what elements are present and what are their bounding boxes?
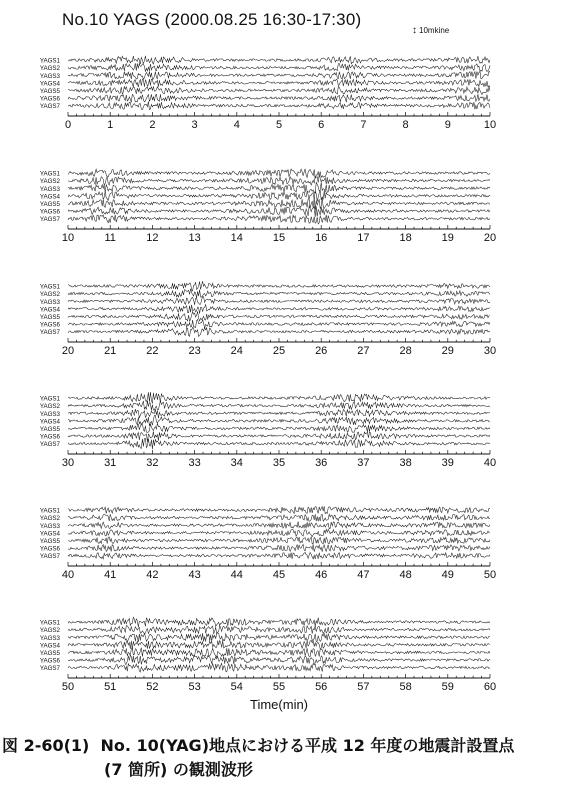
x-tick-label: 20 bbox=[61, 345, 75, 357]
channel-label: YAGS3 bbox=[39, 522, 60, 530]
x-tick-label: 57 bbox=[357, 681, 370, 693]
x-tick-label: 31 bbox=[104, 457, 117, 469]
waveform-trace bbox=[68, 401, 490, 411]
channel-label: YAGS4 bbox=[39, 530, 60, 538]
x-tick-label: 11 bbox=[104, 232, 116, 244]
waveform-trace bbox=[68, 94, 490, 102]
waveform-trace bbox=[68, 640, 490, 649]
waveform-trace bbox=[68, 633, 490, 642]
channel-label: YAGS6 bbox=[39, 208, 60, 216]
waveform-trace bbox=[68, 320, 490, 329]
channel-label: YAGS7 bbox=[39, 329, 60, 337]
waveform-trace bbox=[68, 198, 490, 210]
seismogram-panel bbox=[40, 617, 496, 693]
x-tick-label: 13 bbox=[188, 232, 201, 244]
channel-label: YAGS6 bbox=[39, 657, 60, 665]
x-tick-label: 32 bbox=[146, 457, 159, 469]
waveform-trace bbox=[68, 415, 490, 426]
x-tick-label: 55 bbox=[272, 681, 286, 693]
waveform-trace bbox=[68, 182, 490, 193]
x-tick-label: 53 bbox=[188, 681, 201, 693]
x-tick-label: 15 bbox=[272, 232, 286, 244]
waveform-trace bbox=[68, 169, 490, 179]
x-tick-label: 40 bbox=[61, 569, 75, 581]
x-tick-label: 3 bbox=[191, 119, 198, 131]
x-tick-label: 24 bbox=[230, 345, 243, 357]
double-arrow-icon: ↕ bbox=[412, 24, 417, 36]
x-tick-label: 22 bbox=[146, 345, 159, 357]
channel-label: YAGS6 bbox=[39, 433, 60, 441]
waveform-trace bbox=[68, 506, 490, 513]
channel-label: YAGS1 bbox=[39, 395, 60, 403]
channel-label: YAGS2 bbox=[39, 178, 60, 186]
x-tick-label: 8 bbox=[402, 119, 409, 131]
waveform-trace bbox=[68, 175, 490, 185]
waveform-trace bbox=[68, 409, 490, 418]
x-tick-label: 50 bbox=[483, 569, 497, 581]
x-tick-label: 23 bbox=[188, 345, 201, 357]
x-tick-label: 43 bbox=[188, 569, 201, 581]
x-tick-label: 18 bbox=[399, 232, 412, 244]
waveform-trace bbox=[68, 514, 490, 521]
channel-label: YAGS4 bbox=[39, 306, 60, 314]
waveform-trace bbox=[68, 215, 490, 224]
x-tick-label: 48 bbox=[399, 569, 412, 581]
waveform-trace bbox=[68, 617, 490, 627]
waveform-trace bbox=[68, 63, 490, 71]
waveform-trace bbox=[68, 297, 490, 305]
x-tick-label: 52 bbox=[146, 681, 159, 693]
channel-label: YAGS6 bbox=[39, 321, 60, 329]
seismogram-panel bbox=[40, 169, 496, 244]
x-tick-label: 16 bbox=[315, 232, 328, 244]
x-tick-label: 30 bbox=[483, 345, 497, 357]
channel-label: YAGS7 bbox=[39, 216, 60, 224]
x-tick-label: 56 bbox=[315, 681, 328, 693]
waveform-trace bbox=[68, 438, 490, 449]
x-tick-label: 39 bbox=[441, 457, 454, 469]
channel-label: YAGS3 bbox=[39, 72, 60, 80]
channel-label: YAGS6 bbox=[39, 95, 60, 103]
waveform-trace bbox=[68, 71, 490, 79]
scale-legend-label: 10mkine bbox=[419, 26, 450, 35]
channel-label: YAGS5 bbox=[39, 88, 60, 95]
channel-label: YAGS7 bbox=[39, 441, 60, 449]
channel-label: YAGS6 bbox=[39, 545, 60, 553]
channel-label: YAGS3 bbox=[39, 634, 60, 642]
channel-label: YAGS4 bbox=[39, 642, 60, 650]
channel-label: YAGS5 bbox=[39, 426, 60, 433]
figure-caption bbox=[2, 734, 514, 782]
x-tick-label: 50 bbox=[61, 681, 75, 693]
channel-label: YAGS7 bbox=[39, 665, 60, 673]
x-tick-label: 47 bbox=[357, 569, 370, 581]
channel-label: YAGS4 bbox=[39, 193, 60, 201]
x-tick-label: 7 bbox=[360, 119, 367, 131]
waveform-trace bbox=[68, 101, 490, 109]
channel-label: YAGS5 bbox=[39, 538, 60, 545]
x-tick-label: 14 bbox=[230, 232, 243, 244]
seismogram-panel bbox=[40, 506, 496, 581]
x-axis-label: Time(min) bbox=[250, 697, 309, 712]
waveform-trace bbox=[68, 431, 490, 441]
seismogram-panel bbox=[40, 392, 496, 469]
x-tick-label: 60 bbox=[483, 681, 497, 693]
channel-label: YAGS4 bbox=[39, 418, 60, 426]
x-tick-label: 17 bbox=[357, 232, 370, 244]
x-tick-label: 35 bbox=[272, 457, 286, 469]
x-tick-label: 40 bbox=[483, 457, 497, 469]
waveform-trace bbox=[68, 522, 490, 529]
waveform-trace bbox=[68, 552, 490, 559]
x-tick-label: 1 bbox=[107, 119, 114, 131]
waveform-trace bbox=[68, 656, 490, 665]
channel-label: YAGS1 bbox=[39, 170, 60, 178]
x-tick-label: 5 bbox=[275, 119, 283, 131]
x-tick-label: 28 bbox=[399, 345, 412, 357]
channel-label: YAGS5 bbox=[39, 650, 60, 657]
waveform-trace bbox=[68, 79, 490, 87]
x-tick-label: 49 bbox=[441, 569, 454, 581]
waveform-trace bbox=[68, 56, 490, 64]
channel-label: YAGS5 bbox=[39, 201, 60, 208]
channel-label: YAGS3 bbox=[39, 185, 60, 193]
waveform-trace bbox=[68, 529, 490, 536]
waveform-trace bbox=[68, 305, 490, 314]
waveform-trace bbox=[68, 281, 490, 291]
channel-label: YAGS2 bbox=[39, 65, 60, 73]
x-tick-label: 21 bbox=[104, 345, 117, 357]
x-tick-label: 41 bbox=[104, 569, 117, 581]
x-tick-label: 45 bbox=[272, 569, 286, 581]
seismogram-panel bbox=[40, 281, 496, 357]
x-tick-label: 30 bbox=[61, 457, 75, 469]
x-tick-label: 33 bbox=[188, 457, 201, 469]
x-tick-label: 10 bbox=[483, 119, 497, 131]
x-tick-label: 36 bbox=[315, 457, 328, 469]
x-tick-label: 29 bbox=[441, 345, 454, 357]
x-tick-label: 6 bbox=[318, 119, 325, 131]
channel-label: YAGS3 bbox=[39, 298, 60, 306]
waveform-trace bbox=[68, 289, 490, 298]
waveform-trace bbox=[68, 206, 490, 217]
channel-label: YAGS1 bbox=[39, 619, 60, 627]
waveform-trace bbox=[68, 537, 490, 544]
channel-label: YAGS5 bbox=[39, 314, 60, 321]
x-tick-label: 38 bbox=[399, 457, 412, 469]
x-tick-label: 46 bbox=[315, 569, 328, 581]
x-tick-label: 34 bbox=[230, 457, 243, 469]
waveform-trace bbox=[68, 544, 490, 551]
x-tick-label: 19 bbox=[441, 232, 454, 244]
chart-title: No.10 YAGS (2000.08.25 16:30-17:30) bbox=[62, 10, 362, 29]
channel-label: YAGS1 bbox=[39, 507, 60, 515]
waveform-trace bbox=[68, 663, 490, 672]
waveform-trace bbox=[68, 648, 490, 657]
x-tick-label: 26 bbox=[315, 345, 328, 357]
waveform-trace bbox=[68, 86, 490, 94]
channel-label: YAGS2 bbox=[39, 515, 60, 523]
x-tick-label: 42 bbox=[146, 569, 159, 581]
channel-label: YAGS1 bbox=[39, 57, 60, 65]
waveform-trace bbox=[68, 190, 490, 201]
x-tick-label: 25 bbox=[272, 345, 286, 357]
x-tick-label: 20 bbox=[483, 232, 497, 244]
x-tick-label: 54 bbox=[230, 681, 243, 693]
caption-line-1: 図 2-60(1) No. 10(YAG)地点における平成 12 年度の地震計設置点 bbox=[2, 736, 515, 755]
x-tick-label: 51 bbox=[104, 681, 117, 693]
caption-line-2: (7 箇所) の観測波形 bbox=[104, 760, 253, 779]
channel-label: YAGS3 bbox=[39, 410, 60, 418]
x-tick-label: 37 bbox=[357, 457, 370, 469]
waveform-trace bbox=[68, 327, 490, 336]
x-tick-label: 0 bbox=[64, 119, 72, 131]
channel-label: YAGS2 bbox=[39, 291, 60, 299]
x-tick-label: 12 bbox=[146, 232, 159, 244]
x-tick-label: 9 bbox=[444, 119, 451, 131]
x-tick-label: 59 bbox=[441, 681, 454, 693]
seismogram-panel bbox=[40, 56, 496, 131]
channel-label: YAGS7 bbox=[39, 103, 60, 111]
x-tick-label: 4 bbox=[233, 119, 240, 131]
x-tick-label: 27 bbox=[357, 345, 370, 357]
channel-label: YAGS2 bbox=[39, 627, 60, 635]
waveform-trace bbox=[68, 423, 490, 432]
waveform-trace bbox=[68, 312, 490, 322]
channel-label: YAGS1 bbox=[39, 283, 60, 291]
channel-label: YAGS2 bbox=[39, 403, 60, 411]
x-tick-label: 10 bbox=[61, 232, 75, 244]
x-tick-label: 2 bbox=[149, 119, 156, 131]
waveform-trace bbox=[68, 626, 490, 634]
channel-label: YAGS7 bbox=[39, 553, 60, 561]
x-tick-label: 44 bbox=[230, 569, 243, 581]
channel-label: YAGS4 bbox=[39, 80, 60, 88]
x-tick-label: 58 bbox=[399, 681, 412, 693]
waveform-trace bbox=[68, 392, 490, 403]
